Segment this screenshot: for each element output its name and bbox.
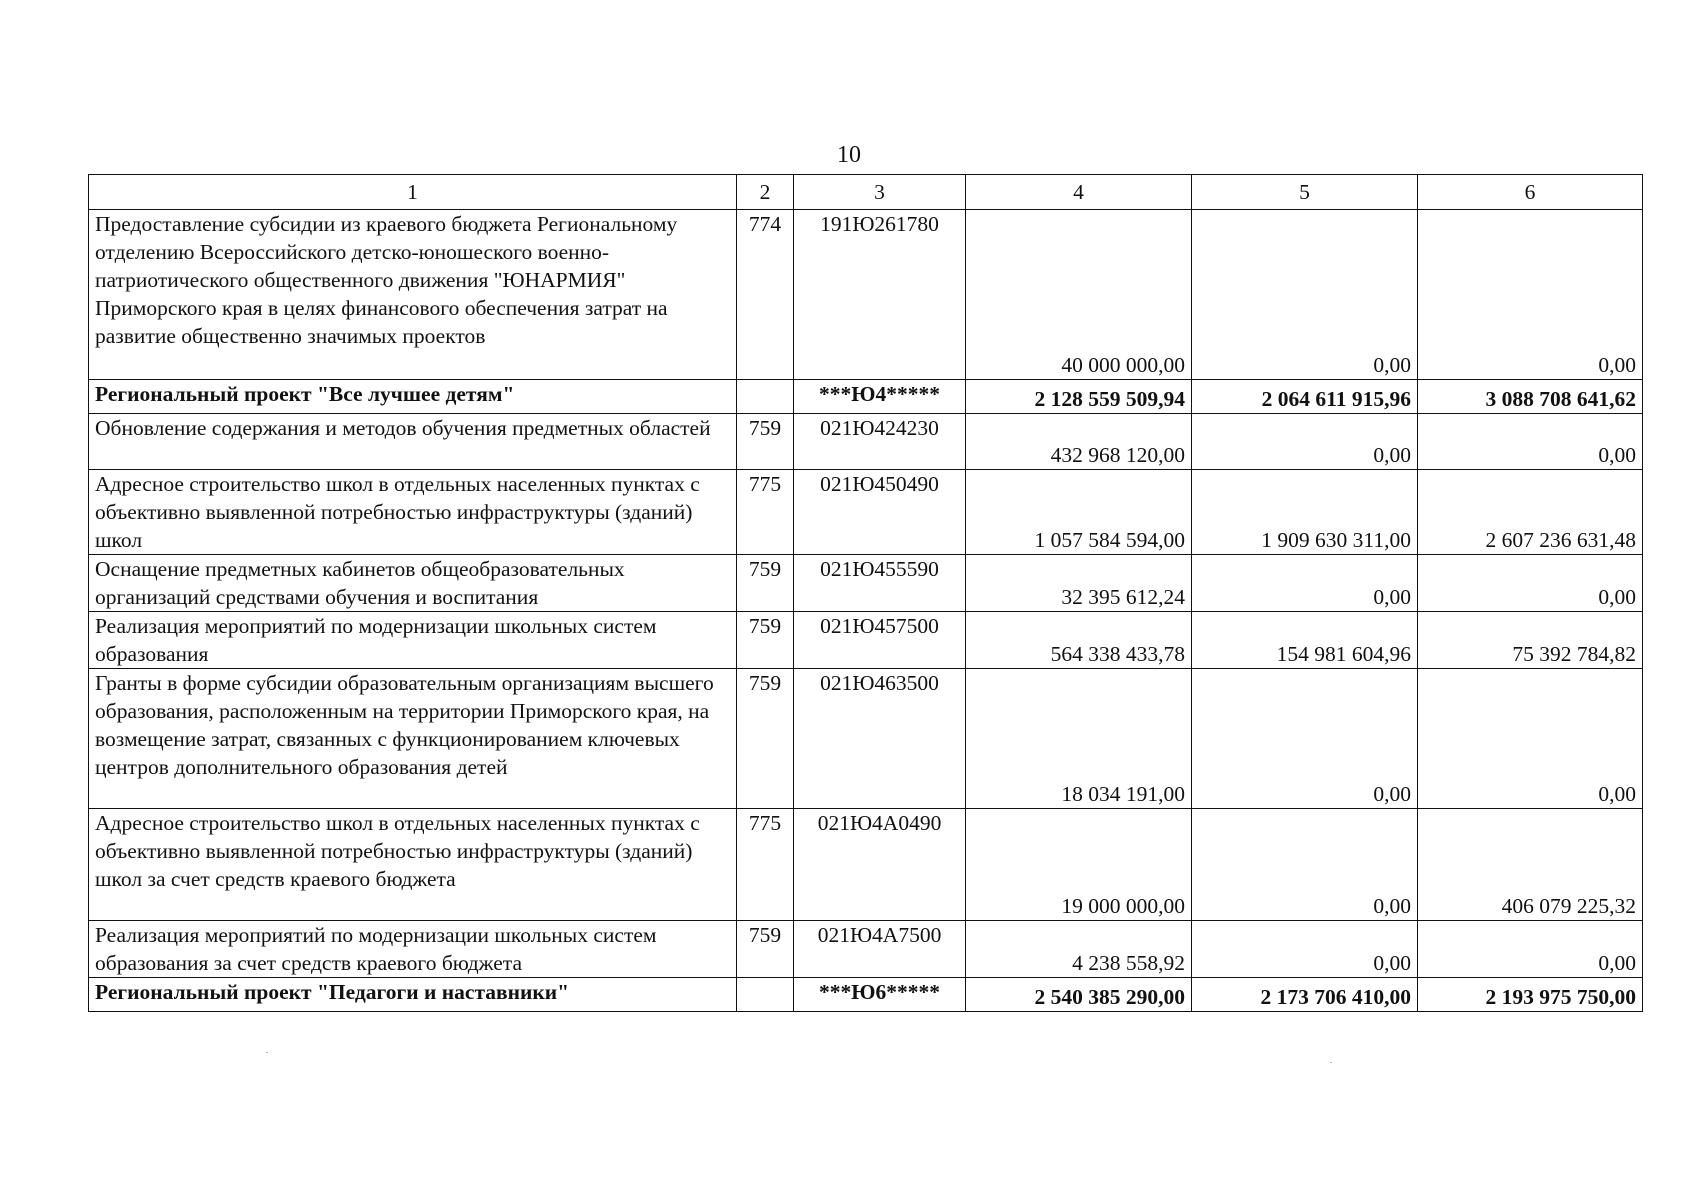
column-number: 1 <box>89 175 737 210</box>
amount-col4-cell: 564 338 433,78 <box>966 612 1192 669</box>
row-name-cell: Обновление содержания и методов обучения предметных областей <box>89 414 737 470</box>
amount-col5-cell: 2 173 706 410,00 <box>1192 978 1418 1012</box>
kcsr-code-cell: ***Ю6***** <box>794 978 966 1012</box>
grbs-code-cell: 759 <box>737 414 794 470</box>
table-row <box>89 612 1643 669</box>
grbs-code-cell: 775 <box>737 470 794 555</box>
amount-col6-cell: 0,00 <box>1418 669 1643 809</box>
table-row <box>89 470 1643 555</box>
amount-col5-cell: 0,00 <box>1192 555 1418 612</box>
amount-col6-cell: 0,00 <box>1418 210 1643 380</box>
amount-col5-cell: 1 909 630 311,00 <box>1192 470 1418 555</box>
amount-col4-cell: 18 034 191,00 <box>966 669 1192 809</box>
kcsr-code-cell: 191Ю261780 <box>794 210 966 380</box>
amount-col4-cell: 2 540 385 290,00 <box>966 978 1192 1012</box>
amount-col6-cell: 406 079 225,32 <box>1418 809 1643 921</box>
table-row <box>89 210 1643 380</box>
kcsr-code-cell: 021Ю4А0490 <box>794 809 966 921</box>
grbs-code-cell: 759 <box>737 669 794 809</box>
amount-col6-cell: 2 193 975 750,00 <box>1418 978 1643 1012</box>
amount-col5-cell: 154 981 604,96 <box>1192 612 1418 669</box>
amount-col5-cell: 0,00 <box>1192 414 1418 470</box>
amount-col5-cell: 0,00 <box>1192 669 1418 809</box>
column-number: 4 <box>966 175 1192 210</box>
kcsr-code-cell: ***Ю4***** <box>794 380 966 414</box>
page-number: 10 <box>837 142 861 168</box>
grbs-code-cell <box>737 380 794 414</box>
amount-col6-cell: 3 088 708 641,62 <box>1418 380 1643 414</box>
grbs-code-cell: 759 <box>737 555 794 612</box>
row-name-cell: Гранты в форме субсидии образовательным организациям высшего образования, расположенным на территории Приморского края, на возмещение затрат, связанных с функционированием ключевых центров дополнительного образования детей <box>89 669 737 809</box>
amount-col6-cell: 0,00 <box>1418 921 1643 978</box>
row-name-cell: Региональный проект "Все лучшее детям" <box>89 380 737 414</box>
column-number: 6 <box>1418 175 1643 210</box>
grbs-code-cell: 759 <box>737 921 794 978</box>
row-name-cell: Реализация мероприятий по модернизации школьных систем образования за счет средств краевого бюджета <box>89 921 737 978</box>
section-total-row <box>89 380 1643 414</box>
table-row <box>89 414 1643 470</box>
amount-col4-cell: 432 968 120,00 <box>966 414 1192 470</box>
row-name-cell: Адресное строительство школ в отдельных населенных пунктах с объективно выявленной потребностью инфраструктуры (зданий) школ <box>89 470 737 555</box>
amount-col4-cell: 40 000 000,00 <box>966 210 1192 380</box>
amount-col4-cell: 19 000 000,00 <box>966 809 1192 921</box>
grbs-code-cell: 759 <box>737 612 794 669</box>
budget-table <box>88 174 1643 1012</box>
column-number-row <box>89 175 1643 210</box>
scan-speck <box>1330 1062 1332 1063</box>
table-row <box>89 809 1643 921</box>
kcsr-code-cell: 021Ю455590 <box>794 555 966 612</box>
kcsr-code-cell: 021Ю4А7500 <box>794 921 966 978</box>
amount-col4-cell: 1 057 584 594,00 <box>966 470 1192 555</box>
amount-col6-cell: 2 607 236 631,48 <box>1418 470 1643 555</box>
amount-col6-cell: 0,00 <box>1418 555 1643 612</box>
table-row <box>89 669 1643 809</box>
column-number: 2 <box>737 175 794 210</box>
kcsr-code-cell: 021Ю463500 <box>794 669 966 809</box>
kcsr-code-cell: 021Ю450490 <box>794 470 966 555</box>
table-row <box>89 555 1643 612</box>
amount-col6-cell: 0,00 <box>1418 414 1643 470</box>
kcsr-code-cell: 021Ю457500 <box>794 612 966 669</box>
row-name-cell: Оснащение предметных кабинетов общеобразовательных организаций средствами обучения и воспитания <box>89 555 737 612</box>
amount-col5-cell: 2 064 611 915,96 <box>1192 380 1418 414</box>
row-name-cell: Реализация мероприятий по модернизации школьных систем образования <box>89 612 737 669</box>
row-name-cell: Предоставление субсидии из краевого бюджета Региональному отделению Всероссийского детско-юношеского военно-патриотического общественного движения "ЮНАРМИЯ" Приморского края в целях финансового обеспечения затрат на развитие общественно значимых проектов <box>89 210 737 380</box>
table-row <box>89 921 1643 978</box>
column-number: 5 <box>1192 175 1418 210</box>
scan-speck <box>266 1052 268 1053</box>
column-number: 3 <box>794 175 966 210</box>
amount-col4-cell: 2 128 559 509,94 <box>966 380 1192 414</box>
row-name-cell: Адресное строительство школ в отдельных населенных пунктах с объективно выявленной потребностью инфраструктуры (зданий) школ за счет средств краевого бюджета <box>89 809 737 921</box>
section-total-row <box>89 978 1643 1012</box>
amount-col4-cell: 4 238 558,92 <box>966 921 1192 978</box>
grbs-code-cell <box>737 978 794 1012</box>
row-name-cell: Региональный проект "Педагоги и наставники" <box>89 978 737 1012</box>
grbs-code-cell: 775 <box>737 809 794 921</box>
amount-col5-cell: 0,00 <box>1192 210 1418 380</box>
grbs-code-cell: 774 <box>737 210 794 380</box>
amount-col5-cell: 0,00 <box>1192 921 1418 978</box>
kcsr-code-cell: 021Ю424230 <box>794 414 966 470</box>
amount-col6-cell: 75 392 784,82 <box>1418 612 1643 669</box>
amount-col5-cell: 0,00 <box>1192 809 1418 921</box>
amount-col4-cell: 32 395 612,24 <box>966 555 1192 612</box>
